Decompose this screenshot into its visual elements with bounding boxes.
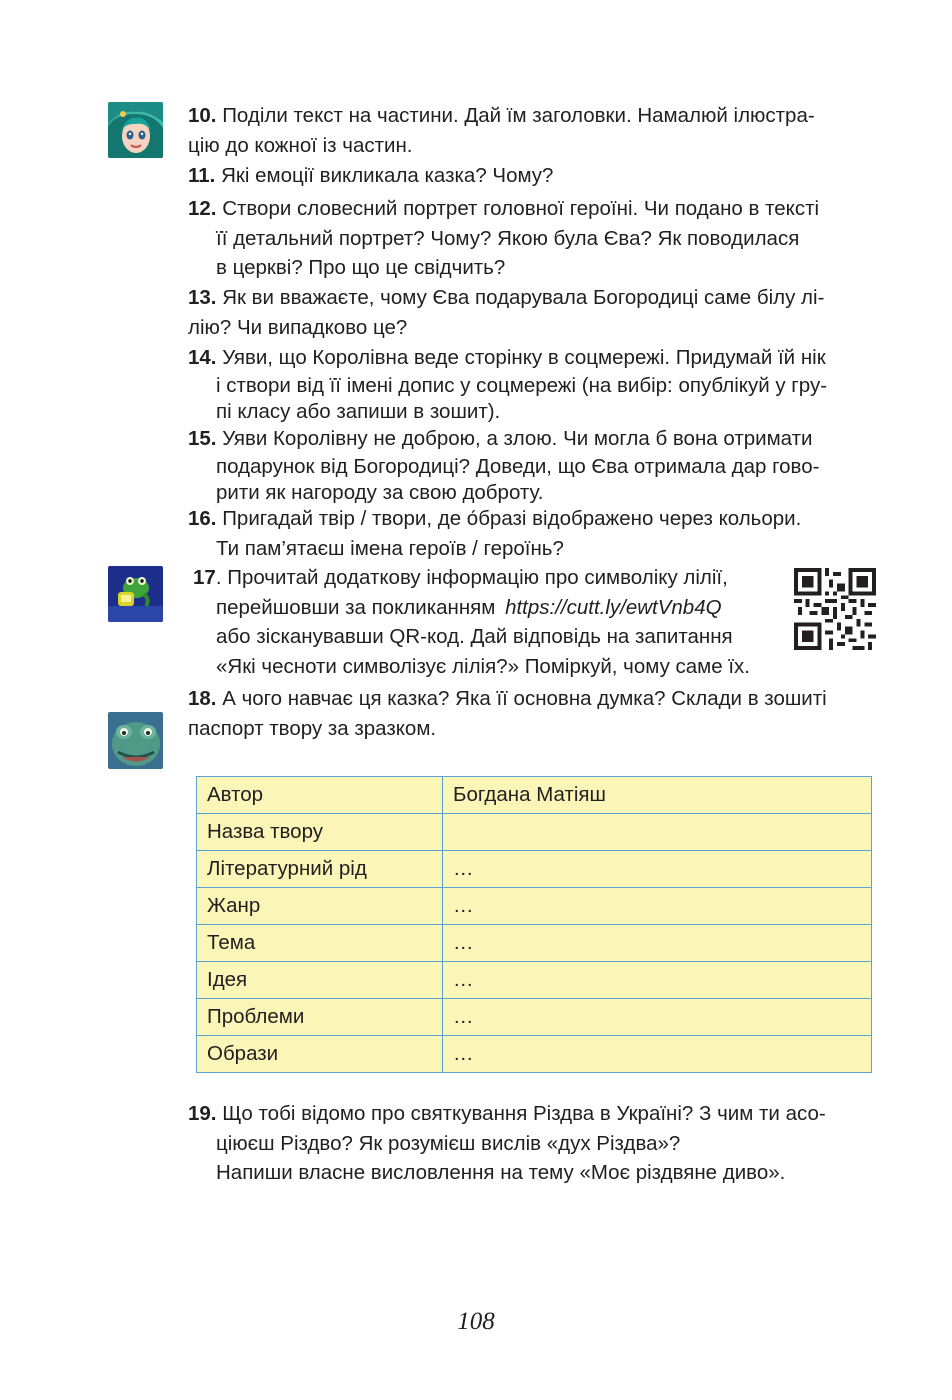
qr-code-icon[interactable]	[794, 568, 876, 650]
question-text: в церкві? Про що це свідчить?	[216, 256, 506, 279]
frog-with-phone-icon	[108, 566, 163, 622]
question-text: А чого навчає ця казка? Яка її основна думка? Склади в зошиті	[216, 687, 827, 710]
table-row	[197, 777, 872, 814]
question-10	[188, 101, 880, 160]
question-text: Поділи текст на частини. Дай їм заголовки. Намалюй ілюстра-	[216, 104, 815, 127]
question-number: 19.	[188, 1102, 217, 1125]
question-text: Уяви, що Королівна веде сторінку в соцмережі. Придумай їй нік	[216, 346, 826, 369]
question-text: Створи словесний портрет головної героїні. Чи подано в тексті	[216, 197, 820, 220]
question-18	[188, 684, 880, 743]
question-text: рити як нагороду за свою доброту.	[216, 480, 544, 504]
question-number: 18.	[188, 687, 217, 710]
question-number: 14.	[188, 346, 217, 369]
question-text: ціюєш Різдво? Як розумієш вислів «дух Різдва»?	[216, 1131, 681, 1155]
page-number: 108	[457, 1308, 495, 1335]
table-row	[197, 925, 872, 962]
question-11	[188, 161, 880, 191]
table-row	[197, 888, 872, 925]
question-number: 12.	[188, 197, 217, 220]
question-text: цію до кожної із частин.	[188, 133, 413, 157]
question-number: 16.	[188, 507, 217, 530]
question-number: 15.	[188, 427, 217, 450]
table-value-cell: …	[443, 851, 872, 888]
table-value-cell: …	[443, 962, 872, 999]
question-text: . Прочитай додаткову інформацію про символіку лілії,	[215, 566, 728, 589]
question-text: або зісканувавши QR-код. Дай відповідь на запитання	[216, 625, 733, 648]
question-19	[188, 1099, 880, 1188]
question-text: паспорт твору за зразком.	[188, 716, 437, 740]
question-text: Пригадай твір / твори, де о́бразі відображено через кольори.	[216, 507, 802, 530]
table-label-cell: Проблеми	[197, 999, 443, 1036]
table-row	[197, 814, 872, 851]
table-row	[197, 962, 872, 999]
table-label-cell: Автор	[197, 777, 443, 814]
resource-link[interactable]: https://cutt.ly/ewtVnb4Q	[505, 595, 722, 619]
table-row	[197, 999, 872, 1036]
question-text: «Які чесноти символізує лілія?» Поміркуй, чому саме їх.	[216, 654, 751, 678]
table-label-cell: Назва твору	[197, 814, 443, 851]
question-17	[193, 563, 783, 681]
question-number: 11.	[188, 164, 216, 187]
table-label-cell: Тема	[197, 925, 443, 962]
table-label-cell: Ідея	[197, 962, 443, 999]
question-text: Що тобі відомо про святкування Різдва в Україні? З чим ти асо-	[216, 1102, 826, 1125]
table-label-cell: Літературний рід	[197, 851, 443, 888]
table-label-cell: Образи	[197, 1036, 443, 1073]
question-number: 13.	[188, 286, 217, 309]
question-number: 17	[193, 566, 216, 589]
question-14	[188, 343, 880, 425]
question-number: 10.	[188, 104, 217, 127]
passport-table	[196, 776, 872, 1073]
question-text: Напиши власне висловлення на тему «Моє різдвяне диво».	[216, 1161, 786, 1184]
question-text: лію? Чи випадково це?	[188, 315, 408, 339]
question-12	[188, 194, 880, 283]
question-text: перейшовши за покликанням	[216, 595, 502, 619]
mermaid-girl-icon	[108, 102, 163, 158]
question-text: Які емоції викликала казка? Чому?	[215, 164, 554, 187]
question-text: Як ви вважаєте, чому Єва подарувала Богородиці саме білу лі-	[216, 286, 825, 309]
table-value-cell: Богдана Матіяш	[443, 777, 872, 814]
question-text: і створи від її імені допис у соцмережі (на вибір: опублікуй у гру-	[216, 373, 828, 397]
question-text: Ти пам’ятаєш імена героїв / героїнь?	[216, 536, 564, 560]
table-value-cell: …	[443, 1036, 872, 1073]
table-row	[197, 851, 872, 888]
question-15	[188, 424, 880, 506]
question-text: подарунок від Богородиці? Доведи, що Єва отримала дар гово-	[216, 454, 820, 478]
question-text: її детальний портрет? Чому? Якою була Єва? Як поводилася	[216, 226, 800, 250]
table-value-cell	[443, 814, 872, 851]
frog-face-icon	[108, 712, 163, 769]
question-text: Уяви Королівну не доброю, а злою. Чи могла б вона отримати	[216, 427, 813, 450]
question-16	[188, 504, 880, 563]
table-row	[197, 1036, 872, 1073]
question-text: пі класу або запиши в зошит).	[216, 399, 501, 423]
table-label-cell: Жанр	[197, 888, 443, 925]
question-13	[188, 283, 880, 342]
table-value-cell: …	[443, 888, 872, 925]
table-value-cell: …	[443, 925, 872, 962]
table-value-cell: …	[443, 999, 872, 1036]
